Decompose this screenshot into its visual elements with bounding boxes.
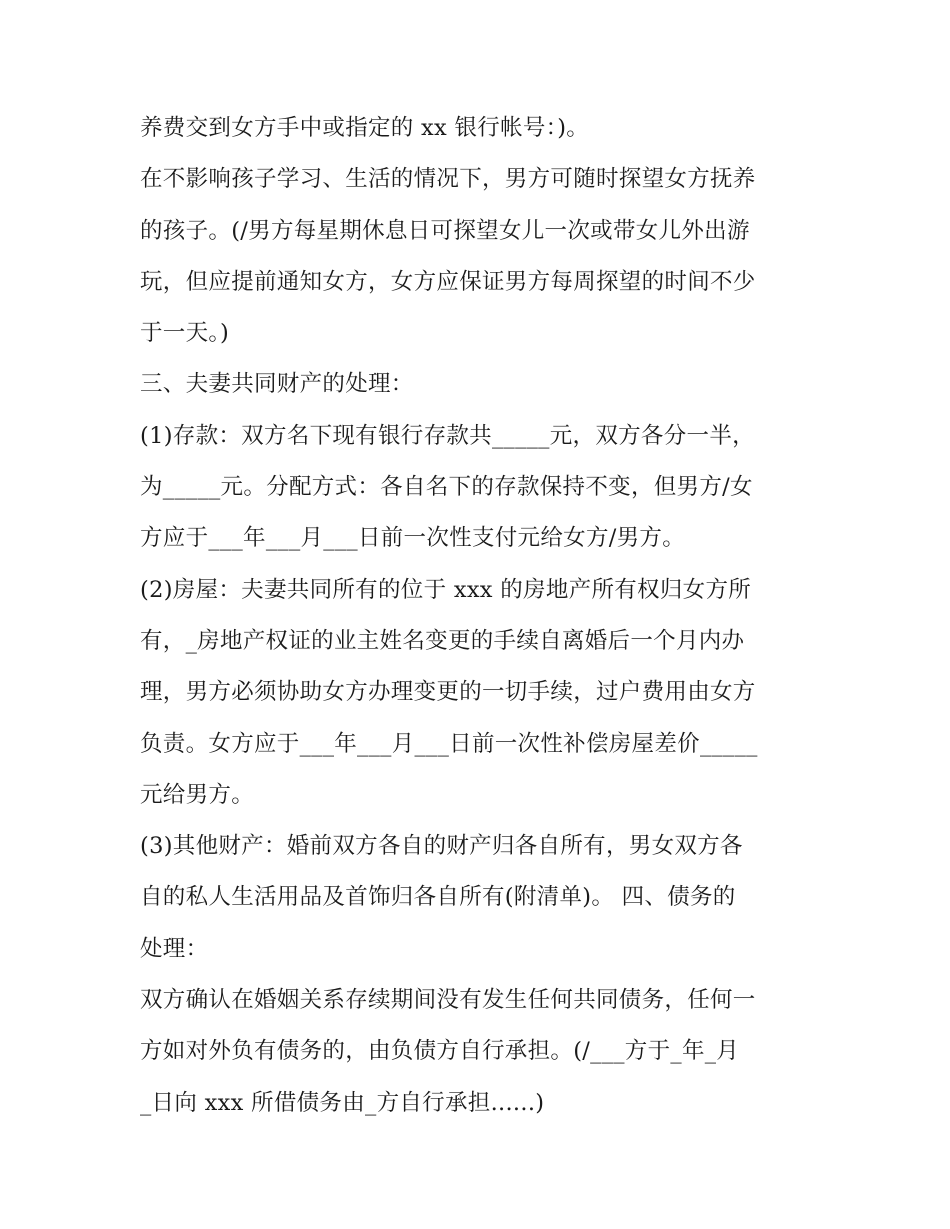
text-line: (1)存款：双方名下现有银行存款共_____元，双方各分一半，	[140, 422, 755, 449]
text-line: 处理：	[140, 935, 209, 962]
text-line: (3)其他财产：婚前双方各自的财产归各自所有，男女双方各	[140, 833, 743, 860]
text-line: 方应于___年___月___日前一次性支付元给女方/男方。	[140, 525, 686, 552]
text-line: 理，男方必须协助女方办理变更的一切手续，过户费用由女方	[140, 679, 756, 706]
text-line: 有，_房地产权证的业主姓名变更的手续自离婚后一个月内办	[140, 627, 745, 654]
section-heading: 三、夫妻共同财产的处理：	[140, 371, 414, 398]
text-line: 为_____元。分配方式：各自名下的存款保持不变，但男方/女	[140, 474, 753, 501]
document-body	[140, 103, 840, 1129]
text-line: (2)房屋：夫妻共同所有的位于 xxx 的房地产所有权归女方所	[140, 576, 752, 603]
text-line: 负责。女方应于___年___月___日前一次性补偿房屋差价_____	[140, 730, 758, 757]
text-line: _日向 xxx 所借债务由_方自行承担......)	[140, 1089, 545, 1116]
text-line: 自的私人生活用品及首饰归各自所有(附清单)。 四、债务的	[140, 884, 736, 911]
text-line: 于一天。)	[140, 320, 230, 347]
text-line: 的孩子。(/男方每星期休息日可探望女儿一次或带女儿外出游	[140, 217, 750, 244]
text-line: 养费交到女方手中或指定的 xx 银行帐号：)。	[140, 115, 590, 141]
text-line: 元给男方。	[140, 781, 255, 808]
text-line: 方如对外负有债务的，由负债方自行承担。(/___方于_年_月	[140, 1038, 740, 1065]
text-line: 在不影响孩子学习、生活的情况下，男方可随时探望女方抚养	[140, 166, 756, 193]
text-line: 玩，但应提前通知女方，女方应保证男方每周探望的时间不少	[140, 268, 756, 295]
text-line: 双方确认在婚姻关系存续期间没有发生任何共同债务，任何一	[140, 987, 756, 1014]
